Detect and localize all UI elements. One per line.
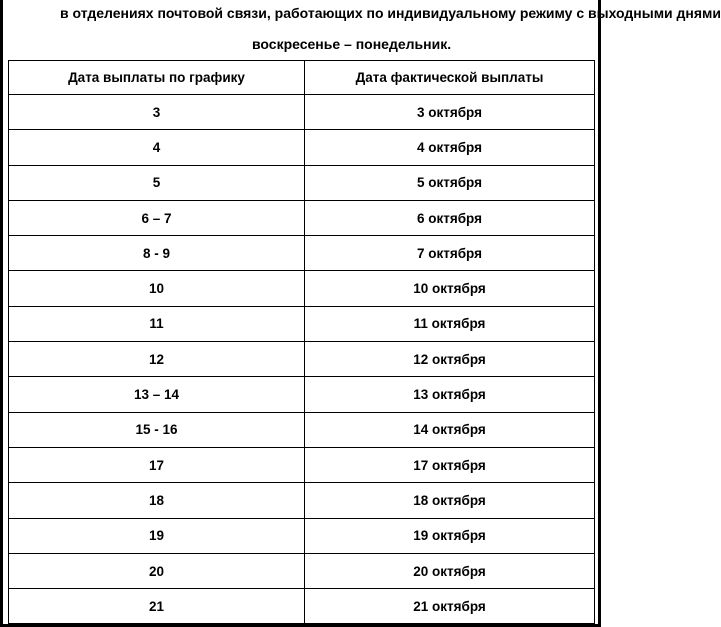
table-row bbox=[9, 200, 595, 235]
actual-date-cell: 17 октября bbox=[305, 447, 595, 482]
scheduled-date-cell: 11 bbox=[9, 306, 305, 341]
actual-date-cell: 5 октября bbox=[305, 165, 595, 200]
actual-date-cell: 4 октября bbox=[305, 130, 595, 165]
intro-line-2: воскресенье – понедельник. bbox=[252, 36, 452, 52]
intro-text bbox=[0, 0, 721, 60]
table-row bbox=[9, 165, 595, 200]
table-row bbox=[9, 342, 595, 377]
scheduled-date-cell: 6 – 7 bbox=[9, 200, 305, 235]
actual-date-cell: 6 октября bbox=[305, 200, 595, 235]
scheduled-date-cell: 19 bbox=[9, 518, 305, 553]
table-row bbox=[9, 483, 595, 518]
scheduled-date-cell: 18 bbox=[9, 483, 305, 518]
scheduled-date-cell: 4 bbox=[9, 130, 305, 165]
table-row bbox=[9, 553, 595, 588]
scheduled-date-cell: 15 - 16 bbox=[9, 412, 305, 447]
table-row bbox=[9, 589, 595, 624]
scheduled-date-cell: 17 bbox=[9, 447, 305, 482]
scheduled-date-cell: 5 bbox=[9, 165, 305, 200]
actual-date-cell: 19 октября bbox=[305, 518, 595, 553]
actual-date-cell: 13 октября bbox=[305, 377, 595, 412]
scheduled-date-cell: 3 bbox=[9, 95, 305, 130]
actual-date-cell: 18 октября bbox=[305, 483, 595, 518]
scheduled-date-cell: 13 – 14 bbox=[9, 377, 305, 412]
table-row bbox=[9, 377, 595, 412]
table-row bbox=[9, 412, 595, 447]
scheduled-date-cell: 12 bbox=[9, 342, 305, 377]
scheduled-date-cell: 21 bbox=[9, 589, 305, 624]
header-scheduled-date: Дата выплаты по графику bbox=[9, 61, 305, 95]
scheduled-date-cell: 10 bbox=[9, 271, 305, 306]
payment-schedule-table bbox=[8, 60, 595, 624]
actual-date-cell: 14 октября bbox=[305, 412, 595, 447]
table-row bbox=[9, 447, 595, 482]
actual-date-cell: 12 октября bbox=[305, 342, 595, 377]
table-row bbox=[9, 236, 595, 271]
table-row bbox=[9, 271, 595, 306]
table-header-row bbox=[9, 61, 595, 95]
table-row bbox=[9, 130, 595, 165]
actual-date-cell: 11 октября bbox=[305, 306, 595, 341]
scheduled-date-cell: 8 - 9 bbox=[9, 236, 305, 271]
actual-date-cell: 21 октября bbox=[305, 589, 595, 624]
actual-date-cell: 20 октября bbox=[305, 553, 595, 588]
table-row bbox=[9, 95, 595, 130]
table-row bbox=[9, 306, 595, 341]
actual-date-cell: 3 октября bbox=[305, 95, 595, 130]
table-row bbox=[9, 518, 595, 553]
header-actual-date: Дата фактической выплаты bbox=[305, 61, 595, 95]
intro-line-1: в отделениях почтовой связи, работающих по индивидуальному режиму с выходными днями bbox=[60, 5, 721, 21]
scheduled-date-cell: 20 bbox=[9, 553, 305, 588]
actual-date-cell: 7 октября bbox=[305, 236, 595, 271]
actual-date-cell: 10 октября bbox=[305, 271, 595, 306]
